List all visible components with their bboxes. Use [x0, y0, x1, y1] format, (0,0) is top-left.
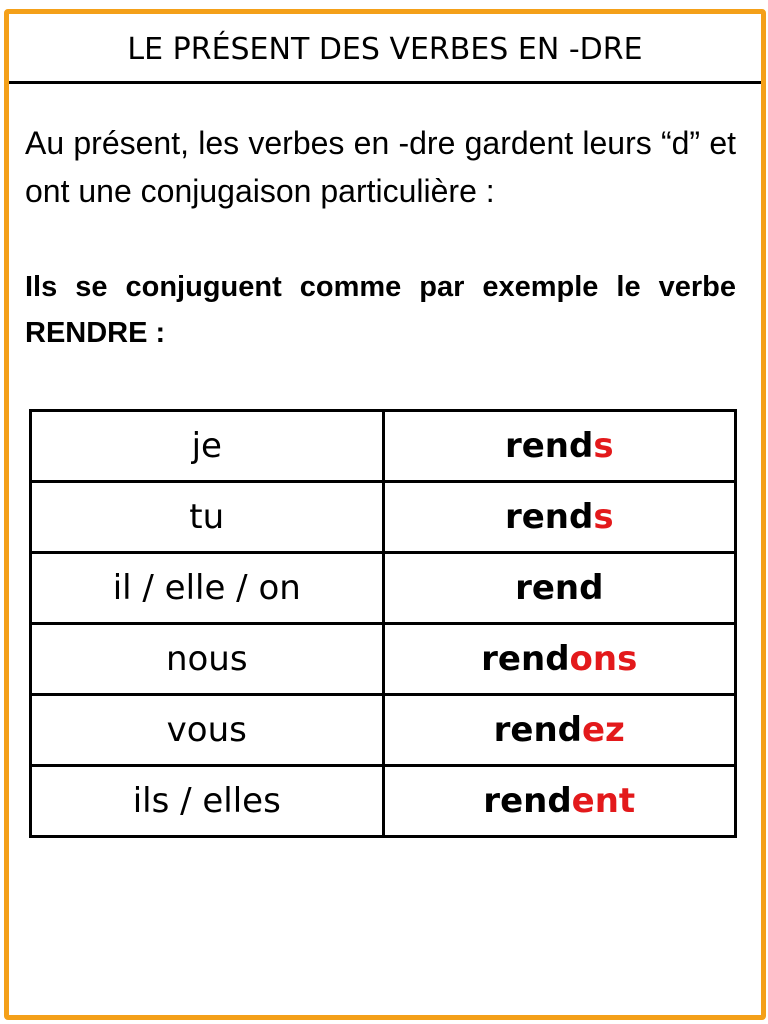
intro-paragraph: Au présent, les verbes en -dre gardent leurs “d” et ont une conjugaison particulière :	[25, 125, 736, 209]
page-title: LE PRÉSENT DES VERBES EN -DRE	[9, 14, 761, 84]
pronoun-cell: ils / elles	[31, 766, 384, 837]
pronoun-cell: vous	[31, 695, 384, 766]
verb-stem: rend	[493, 710, 582, 750]
verb-ending: ons	[569, 639, 638, 679]
table-row	[31, 766, 736, 837]
pronoun-cell: je	[31, 411, 384, 482]
verb-stem: rend	[515, 568, 604, 608]
table-row	[31, 624, 736, 695]
verb-stem: rend	[504, 497, 594, 537]
verb-ending: ez	[582, 710, 625, 750]
pronoun-cell: tu	[31, 482, 384, 553]
verb-cell	[383, 553, 736, 624]
verb-cell	[383, 695, 736, 766]
table-row	[31, 411, 736, 482]
table-row	[31, 695, 736, 766]
table-row	[31, 482, 736, 553]
verb-ending: s	[593, 426, 614, 466]
table-row	[31, 553, 736, 624]
verb-ending: ent	[571, 781, 636, 821]
verb-stem: rend	[504, 426, 594, 466]
verb-cell	[383, 624, 736, 695]
pronoun-cell: nous	[31, 624, 384, 695]
verb-stem: rend	[481, 639, 570, 679]
verb-cell	[383, 766, 736, 837]
verb-cell	[383, 411, 736, 482]
verb-cell	[383, 482, 736, 553]
verb-stem: rend	[483, 781, 572, 821]
verb-ending: s	[593, 497, 614, 537]
conjugation-table	[29, 409, 737, 838]
example-paragraph: Ils se conjuguent comme par exemple le verbe RENDRE :	[25, 271, 736, 349]
pronoun-cell: il / elle / on	[31, 553, 384, 624]
lesson-card	[4, 9, 766, 1020]
